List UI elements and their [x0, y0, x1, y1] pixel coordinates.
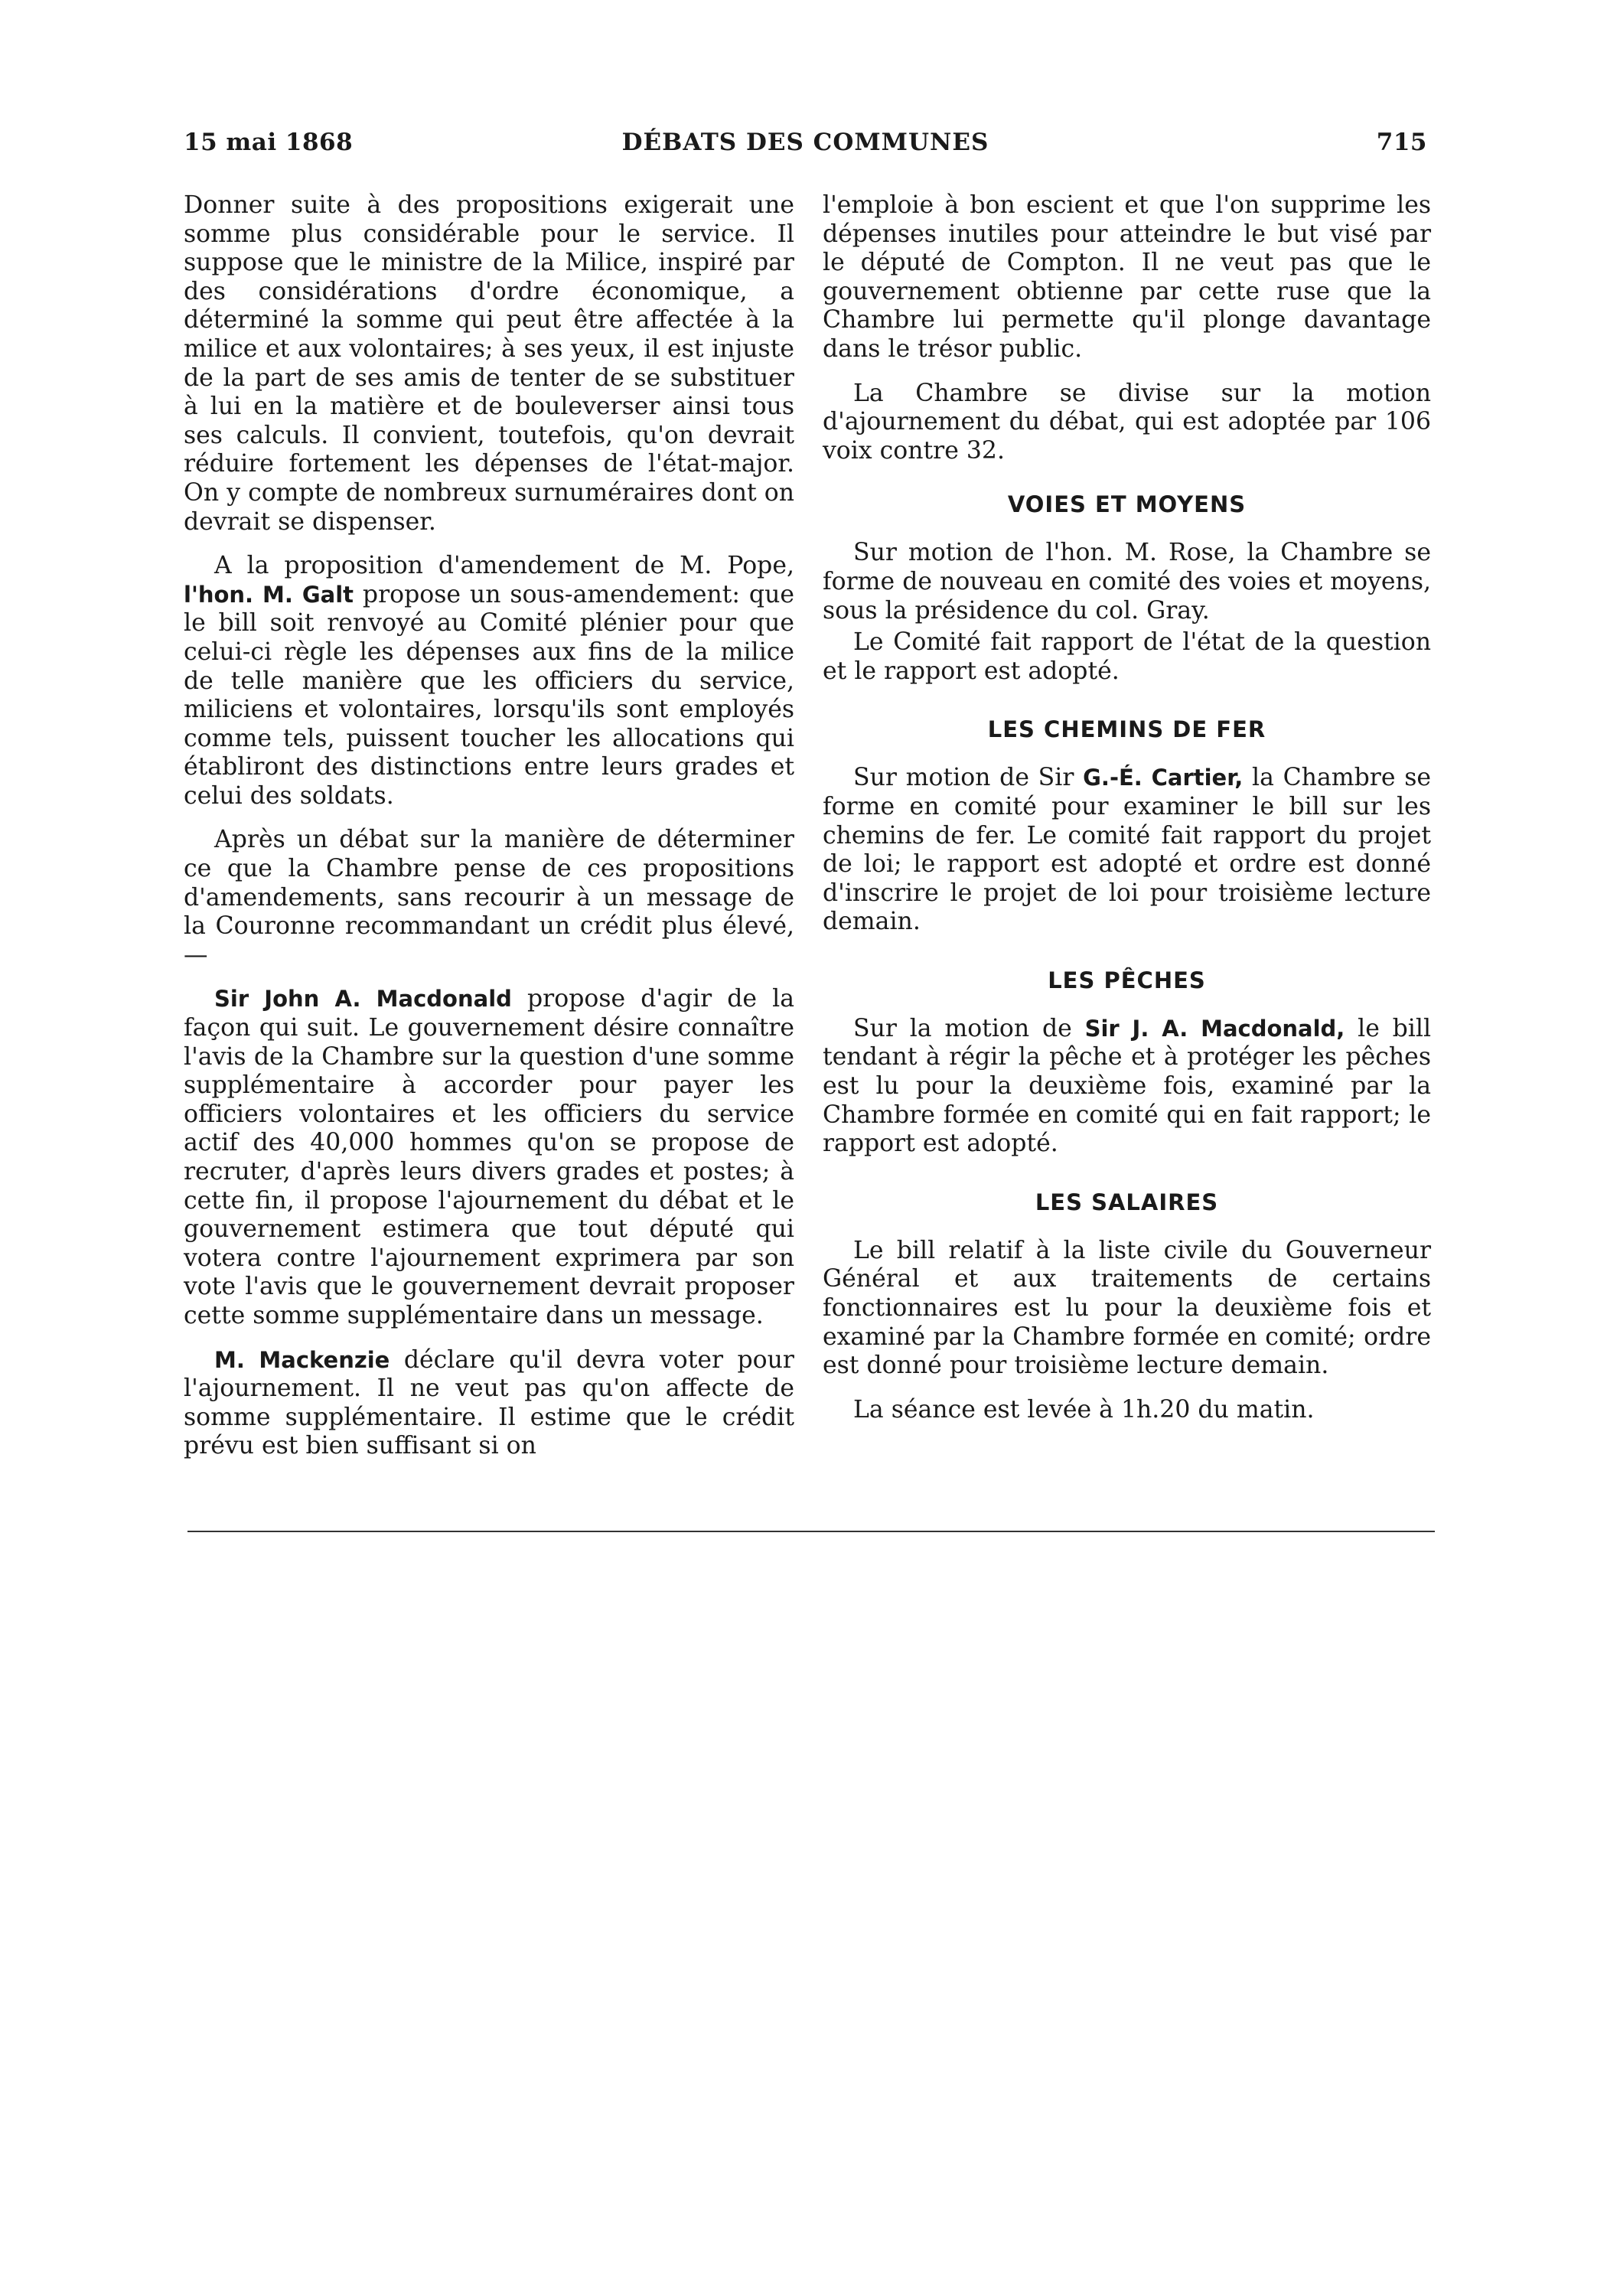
paragraph-text: propose un sous-amendement: que le bill soit renvoyé au Comité plénier pour que celui-ci règle les dépenses aux fins de la milice de telle manière que les officiers du service, miliciens et volontaires, lorsqu'ils sont employés comme tels, puissent toucher les allocations qui établiront des distinctions entre leurs grades et celui des soldats.	[184, 580, 795, 810]
speaker-name: M. Mackenzie	[214, 1346, 390, 1373]
speaker-name: Sir John A. Macdonald	[214, 986, 512, 1013]
speaker-name: G.-É. Cartier,	[1083, 765, 1244, 791]
paragraph-lead: Sur la motion de	[853, 1014, 1072, 1042]
right-column	[823, 191, 1431, 1440]
speaker-name: l'hon. M. Galt	[184, 581, 354, 608]
header-page-number: 715	[1376, 129, 1427, 156]
paragraph-lead: A la proposition d'amendement de M. Pope,	[214, 552, 794, 580]
paragraph	[184, 552, 794, 810]
paragraph	[184, 985, 794, 1330]
section-heading: LES CHEMINS DE FER	[987, 716, 1266, 743]
paragraph: l'emploie à bon escient et que l'on supprime les dépenses inutiles pour atteindre le but visé par le député de Compton. Il ne veut pas que le gouvernement obtienne par cette ruse que la Chambre lui permette qu'il plonge davantage dans le trésor public.	[823, 191, 1431, 363]
section-heading: LES SALAIRES	[1035, 1189, 1219, 1215]
paragraph: Sur motion de l'hon. M. Rose, la Chambre se forme de nouveau en comité des voies et moyens, sous la présidence du col. Gray.	[823, 539, 1431, 625]
paragraph-text: la Chambre se forme en comité pour examiner le bill sur les chemins de fer. Le comité fait rapport du projet de loi; le rapport est adopté et ordre est donné d'inscrire le projet de loi pour troisième lecture demain.	[823, 764, 1432, 936]
paragraph: Le bill relatif à la liste civile du Gouverneur Général et aux traitements de certains fonctionnaires est lu pour la deuxième fois et examiné par la Chambre formée en comité; ordre est donné pour troisième lecture demain.	[823, 1236, 1431, 1380]
paragraph-text: propose d'agir de la façon qui suit. Le gouvernement désire connaître l'avis de la Chambre sur la question d'une somme supplémentaire à accorder pour payer les officiers volontaires et les officiers du service actif des 40,000 hommes qu'on se propose de recruter, d'après leurs divers grades et postes; à cette fin, il propose l'ajournement du débat et le gouvernement estimera que tout député qui votera contre l'ajournement exprimera par son vote l'avis que le gouvernement devrait proposer cette somme supplémentaire dans un message.	[184, 985, 794, 1329]
section-heading: LES PÊCHES	[1048, 967, 1206, 993]
paragraph	[823, 764, 1431, 937]
paragraph	[184, 1346, 794, 1461]
bottom-rule	[187, 1531, 1435, 1532]
paragraph-text: déclare qu'il devra voter pour l'ajournement. Il ne veut pas qu'on affecte de somme supplémentaire. Il estime que le crédit prévu est bien suffisant si on	[184, 1345, 794, 1460]
paragraph: Donner suite à des propositions exigerait une somme plus considérable pour le service. Il suppose que le ministre de la Milice, inspiré par des considérations d'ordre économique, a déterminé la somme qui peut être affectée à la milice et aux volontaires; à ses yeux, il est injuste de la part de ses amis de tenter de se substituer à lui en la matière et de bouleverser ainsi tous ses calculs. Il convient, toutefois, qu'on devrait réduire fortement les dépenses de l'état-major. On y compte de nombreux surnuméraires dont on devrait se dispenser.	[184, 191, 794, 536]
speaker-name: Sir J. A. Macdonald,	[1084, 1015, 1345, 1042]
page-header	[184, 129, 1427, 167]
left-column	[184, 191, 794, 1476]
paragraph: Après un débat sur la manière de déterminer ce que la Chambre pense de ces propositions d'amendements, sans recourir à un message de la Couronne recommandant un crédit plus élevé,—	[184, 826, 794, 969]
paragraph: La Chambre se divise sur la motion d'ajournement du débat, qui est adoptée par 106 voix contre 32.	[823, 379, 1431, 465]
header-date: 15 mai 1868	[184, 129, 354, 156]
section-heading: VOIES ET MOYENS	[1007, 491, 1247, 518]
closing-line: La séance est levée à 1h.20 du matin.	[853, 1395, 1315, 1424]
paragraph-text: le bill tendant à régir la pêche et à protéger les pêches est lu pour la deuxième fois, examiné par la Chambre formée en comité qui en fait rapport; le rapport est adopté.	[823, 1014, 1432, 1158]
paragraph-lead: Sur motion de Sir	[853, 764, 1074, 792]
paragraph: Le Comité fait rapport de l'état de la question et le rapport est adopté.	[823, 628, 1431, 685]
paragraph	[823, 1015, 1431, 1159]
header-title: DÉBATS DES COMMUNES	[621, 129, 989, 156]
